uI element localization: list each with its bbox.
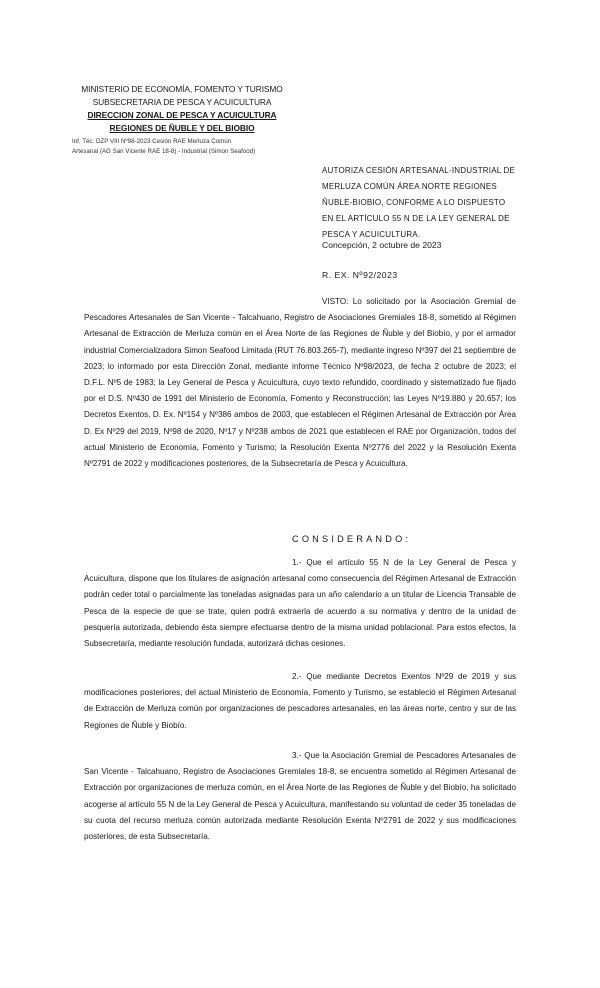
visto-paragraph: VISTO: Lo solicitado por la Asociación Gremial de Pescadores Artesanales de San Vicente - Talcahuano, Registro de Asociaciones Gremiales 18-8, sometido al Régimen Artesanal de Extracción de Merluza común en el Área Norte de las Regiones de Ñuble y del Biobío, y por el armador industrial Comercializadora Simon Seafood Limitada (RUT 76.803.265-7), mediante ingreso Nº397 del 21 septiembre de 2023; lo informado por esta Dirección Zonal, mediante informe Técnico Nº98/2023, de fecha 2 octubre de 2023; el D.F.L. Nº5 de 1983; la Ley General de Pesca y Acuicultura, cuyo texto refundido, coordinado y sistematizado fue fijado por el D.S. Nº430 de 1991 del Ministerio de Economía, Fomento y Reconstrucción; las Leyes Nº19.880 y 20.657; los Decretos Exentos, D. Ex. Nº154 y Nº386 ambos de 2003, que establecen el Régimen Artesanal de Extracción por Área D. Ex Nº29 del 2019, Nº98 de 2020, Nº17 y Nº238 ambos de 2021 que establecen el RAE por Organización, todos del actual Ministerio de Economía, Fomento y Turismo; la Resolución Exenta Nº2776 del 2022 y la Resolución Exenta Nº2791 de 2022 y modificaciones posteriores, de la Subsecretaría de Pesca y Acuicultura. xyxy=(84,297,516,469)
header-direccion-zonal: DIRECCION ZONAL DE PESCA Y ACUICULTURA xyxy=(87,110,277,120)
considerando-2: 2.- Que mediante Decretos Exentos Nº29 de 2019 y sus modificaciones posteriores, del actual Ministerio de Economía, Fomento y Turismo, se estableció el Régimen Artesanal de Extracción de Merluza común por organizaciones de pescadores artesanales, en las áreas norte, centro y sur de las Regiones de Ñuble y Biobío. xyxy=(84,672,516,730)
considerando-1: 1.- Que el artículo 55 N de la Ley General de Pesca y Acuicultura, dispone que los titulares de asignación artesanal como consecuencia del Régimen Artesanal de Extracción podrán ceder total o parcialmente las toneladas asignadas para un año calendario a un titular de Licencia Transable de Pesca de la especie de que se trate, quien podrá extraerla de acuerdo a su normativa y dentro de la unidad de pesquería autorizada, debiendo ésta siempre efectuarse dentro de la misma unidad poblacional. Para estos efectos, la Subsecretaría, mediante resolución fundada, autorizará dichas cesiones. xyxy=(84,558,516,649)
reference-line-1: Inf. Téc. DZP VIII Nº98-2023 Cesión RAE Merluza Común xyxy=(72,138,232,145)
reference-note xyxy=(72,137,302,157)
resolution-subject: AUTORIZA CESIÓN ARTESANAL-INDUSTRIAL DE MERLUZA COMÚN ÁREA NORTE REGIONES ÑUBLE-BIOBIO, CONFORME A LO DISPUESTO EN EL ARTÍCULO 55 N DE LA LEY GENERAL DE PESCA Y ACUICULTURA. xyxy=(322,166,516,239)
header-regiones: REGIONES DE ÑUBLE Y DEL BIOBIO xyxy=(109,123,255,133)
reference-line-2: Artesanal (AG San Vicente RAE 18-8) - Industrial (Simon Seafood) xyxy=(72,148,256,155)
considerando-heading: CONSIDERANDO: xyxy=(292,534,412,544)
resolution-number: R. EX. Nº92/2023 xyxy=(322,270,398,280)
issue-date: Concepción, 2 octubre de 2023 xyxy=(322,240,442,250)
issuer-header xyxy=(72,83,292,135)
header-subsecretaria: SUBSECRETARIA DE PESCA Y ACUICULTURA xyxy=(92,97,272,107)
considerando-3: 3.- Que la Asociación Gremial de Pescadores Artesanales de San Vicente - Talcahuano, Registro de Asociaciones Gremiales 18-8, se encuentra sometido al Régimen Artesanal de Extracción por organizaciones de merluza común, en el Área Norte de las Regiones de Ñuble y del Biobío, ha solicitado acogerse al artículo 55 N de la Ley General de Pesca y Acuicultura, manifestando su voluntad de ceder 35 toneladas de su cuota del recurso merluza común autorizada mediante Resolución Exenta Nº2791 de 2022 y sus modificaciones posteriores, de esta Subsecretaría. xyxy=(84,751,516,842)
header-ministry: MINISTERIO DE ECONOMÍA, FOMENTO Y TURISMO xyxy=(81,84,283,94)
